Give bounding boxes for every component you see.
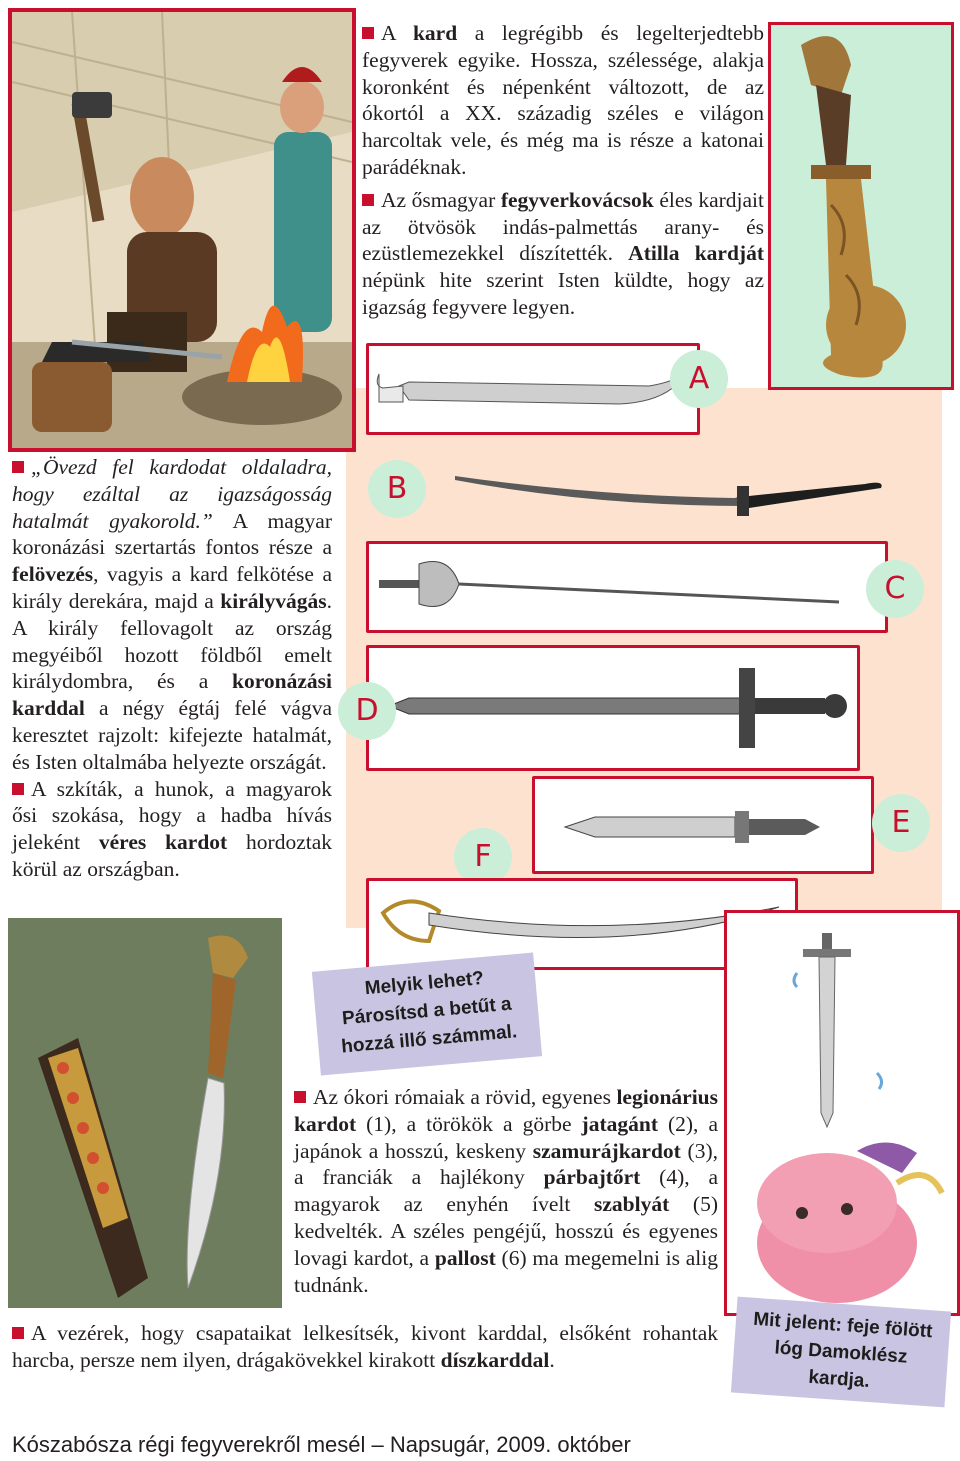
sword-a-box — [366, 343, 700, 435]
question-bubble — [312, 953, 542, 1076]
hippo-damocles-image — [727, 913, 957, 1313]
letter-badge-a: A — [670, 350, 728, 408]
jeweled-sword-photo — [8, 918, 282, 1308]
damocles-bubble — [731, 1297, 951, 1408]
gladius-sword-image — [535, 779, 871, 871]
bullet-square-icon — [294, 1091, 306, 1103]
blacksmith-illustration — [8, 8, 356, 452]
letter-badge-b: B — [368, 460, 426, 518]
ornate-sword-photo — [768, 22, 954, 390]
question-line-2: Párosítsd a betűt a — [341, 993, 513, 1030]
damocles-line-1: Mit jelent: feje fölött — [752, 1308, 934, 1343]
bullet-square-icon — [12, 1327, 24, 1339]
intro-text — [362, 20, 764, 321]
katana-sword-image — [445, 458, 885, 528]
leaders-paragraph: A vezérek, hogy csapataikat lelkesítsék, kivont karddal, elsőként rohantak harcba, persze nem ilyen, drágakövekkel kirakott díszkarddal. — [12, 1321, 718, 1372]
bullet-square-icon — [12, 461, 24, 473]
sword-c-box — [366, 541, 888, 633]
coronation-text — [12, 454, 332, 883]
footer-source: Kószabósza régi fegyverekről mesél – Napsugár, 2009. október — [12, 1432, 631, 1457]
damocles-line-3: kardja. — [807, 1366, 871, 1393]
letter-badge-c: C — [866, 560, 924, 618]
hippo-illustration-frame — [724, 910, 960, 1316]
sword-e-box — [532, 776, 874, 874]
bullet-square-icon — [362, 194, 374, 206]
letter-badge-d: D — [338, 682, 396, 740]
question-line-1: Melyik lehet? — [363, 967, 485, 1000]
scythian-paragraph: A szkíták, a hunok, a magyarok ősi szokása, hogy a hadba hívás jeleként véres kardot hordoztak körül az országban. — [12, 776, 332, 881]
leaders-text — [12, 1320, 718, 1374]
bullet-square-icon — [12, 783, 24, 795]
yatagan-sword-image — [369, 346, 697, 432]
sword-d-box — [366, 645, 860, 771]
ornate-sword-image — [771, 25, 951, 387]
coronation-paragraph: „Övezd fel kardodat oldaladra, hogy ezáltal az igazságosság hatalmát gyakorold.” A magyar koronázási szertartás fontos része a felövezés, vagyis a kard felkötése a király derekára, majd a királyvágás. A király fellovagolt az ország megyéiből hozott földből emelt királydombra, és a koronázási karddal a négy égtáj felé vágva keresztet rajzolt: kifejezte hatalmát, és Isten oltalmába helyezte országát. — [12, 455, 332, 774]
question-line-3: hozzá illő számmal. — [340, 1021, 518, 1058]
longsword-image — [369, 648, 857, 768]
damocles-line-2: lóg Damoklész — [773, 1337, 909, 1368]
intro-paragraph-1: A kard a legrégibb és legelterjedtebb fegyverek egyike. Hossza, szélessége, alakja koronként és népenként változott, de az ókortól a XX. századig széles e világon harcoltak vele, és még ma is része a katonai parádéknak. — [362, 21, 764, 179]
letter-badge-e: E — [872, 794, 930, 852]
sword-types-text — [294, 1084, 718, 1298]
jeweled-sword-image — [8, 918, 282, 1308]
sword-types-paragraph: Az ókori rómaiak a rövid, egyenes legionárius kardot (1), a törökök a görbe jatagánt (2), a japánok a hosszú, keskeny szamurájkardot (3), a franciák a hajlékony párbajtőrt (4), a magyarok az enyhén ívelt szablyát (5) kedvelték. A széles pengéjű, hosszú és egyenes lovagi kardot, a pallost (6) ma megemelni is alig tudnánk. — [294, 1085, 719, 1297]
letter-badge-f: F — [454, 828, 512, 886]
intro-paragraph-2: Az ősmagyar fegyverkovácsok éles kardjait az ötvösök indás-palmettás arany- és ezüstlemezekkel díszítették. Atilla kardját népünk hite szerint Isten küldte, hogy az igazság fegyvere legyen. — [362, 187, 764, 319]
bullet-square-icon — [362, 27, 374, 39]
blacksmith-scene — [12, 12, 352, 448]
epee-sword-image — [369, 544, 885, 630]
